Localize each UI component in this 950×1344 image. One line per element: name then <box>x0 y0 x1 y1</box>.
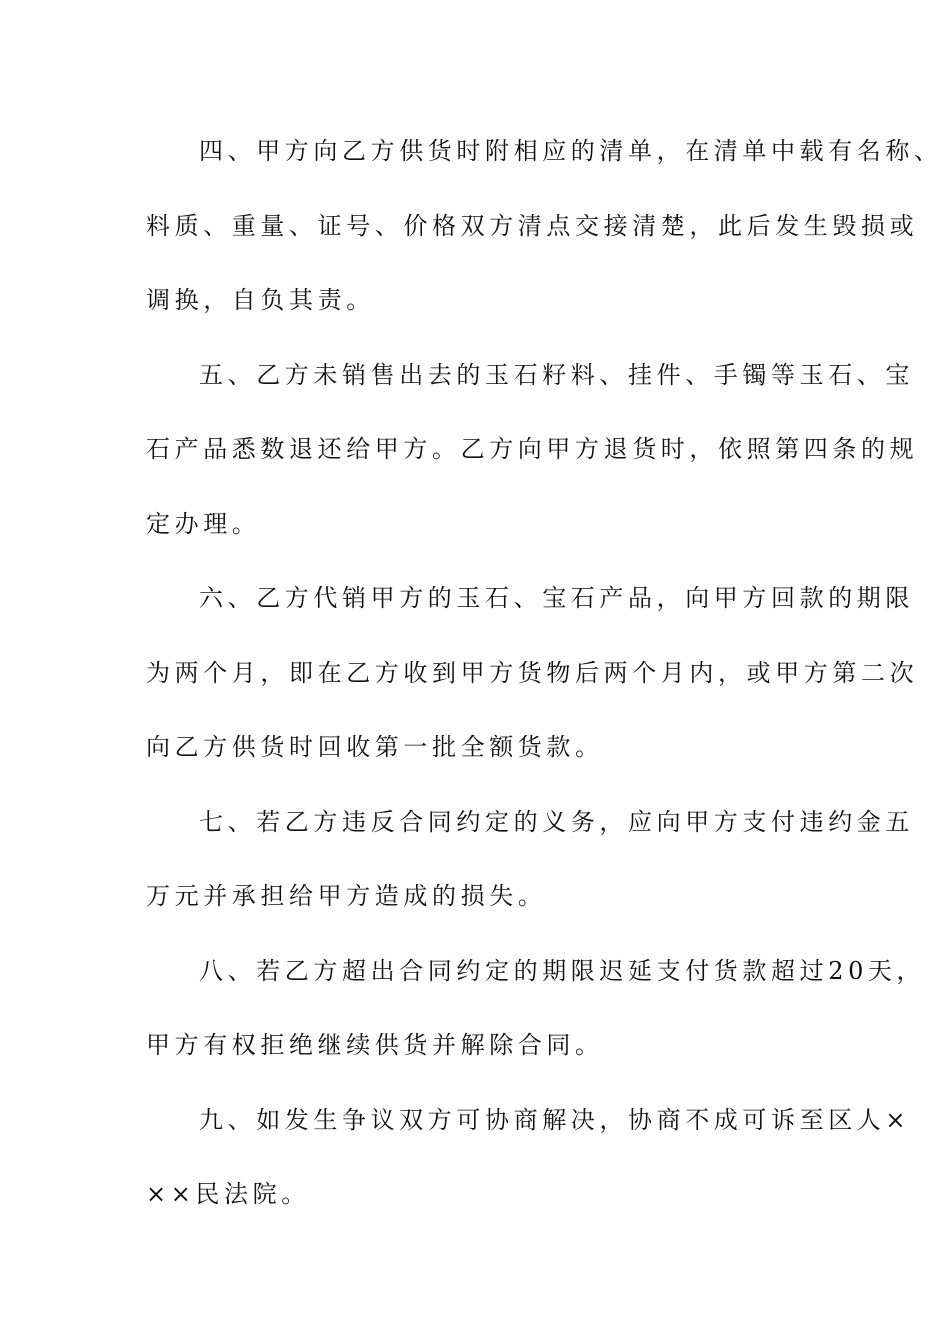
clause-5 <box>146 338 919 562</box>
clause-5-line-2: 石产品悉数退还给甲方。乙方向甲方退货时，依照第四条的规 <box>146 435 919 463</box>
clause-8-line-1: 八、若乙方超出合同约定的期限迟延支付货款超过20天， <box>199 956 926 985</box>
clause-4-line-3: 调换，自负其责。 <box>146 286 375 314</box>
clause-6-line-1: 六、乙方代销甲方的玉石、宝石产品，向甲方回款的期限 <box>199 584 914 612</box>
clause-7 <box>146 785 914 934</box>
clause-6-line-2: 为两个月，即在乙方收到甲方货物后两个月内，或甲方第二次 <box>146 658 919 687</box>
clause-9-line-2: ××民法院。 <box>146 1180 310 1208</box>
clause-6-line-3: 向乙方供货时回收第一批全额货款。 <box>146 733 604 761</box>
clause-7-line-1: 七、若乙方违反合同约定的义务，应向甲方支付违约金五 <box>199 807 914 836</box>
clause-7-line-2: 万元并承担给甲方造成的损失。 <box>146 882 547 910</box>
clause-4 <box>146 114 943 338</box>
clause-4-line-2: 料质、重量、证号、价格双方清点交接清楚，此后发生毁损或 <box>146 211 919 240</box>
clause-5-line-1: 五、乙方未销售出去的玉石籽料、挂件、手镯等玉石、宝 <box>199 360 914 389</box>
clause-5-line-3: 定办理。 <box>146 509 261 538</box>
document-body <box>146 114 943 1232</box>
clause-9 <box>146 1083 911 1232</box>
clause-6 <box>146 561 919 785</box>
clause-4-line-1: 四、甲方向乙方供货时附相应的清单，在清单中载有名称、 <box>199 137 943 165</box>
clause-9-line-1: 九、如发生争议双方可协商解决，协商不成可诉至区人× <box>199 1105 911 1134</box>
clause-8 <box>146 934 926 1083</box>
clause-8-line-2: 甲方有权拒绝继续供货并解除合同。 <box>146 1031 604 1059</box>
